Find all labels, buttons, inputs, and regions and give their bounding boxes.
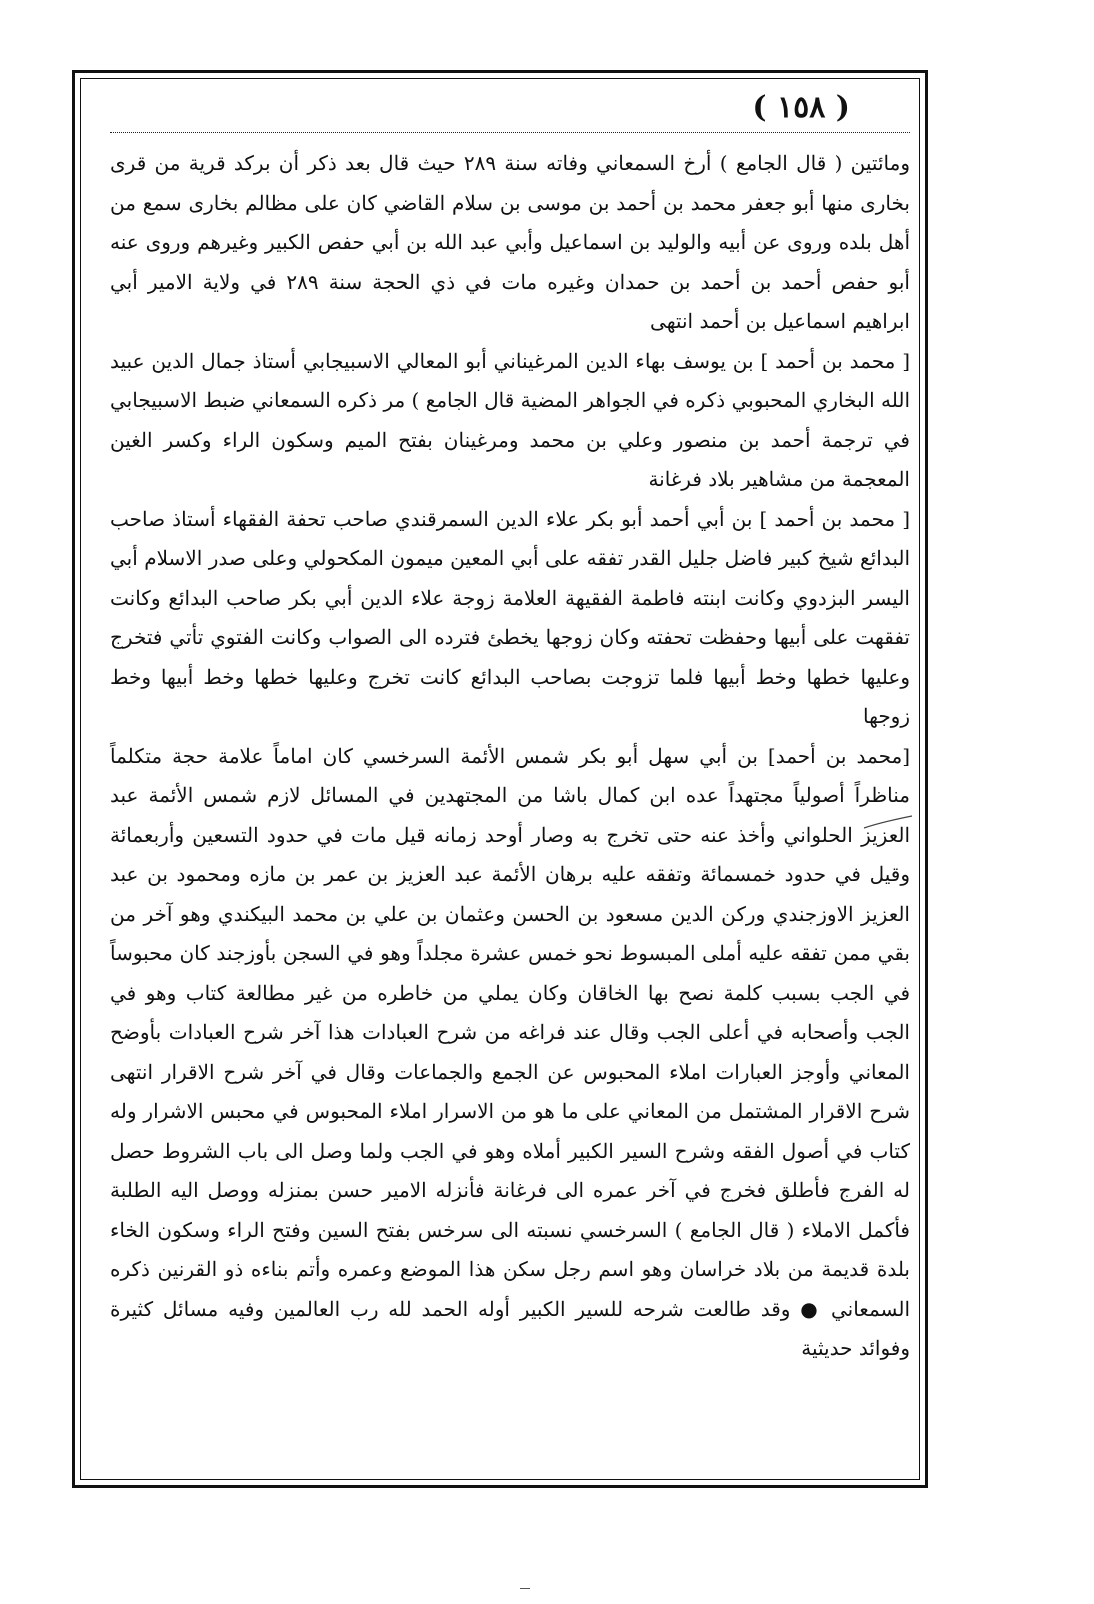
page-content bbox=[110, 86, 910, 1466]
margin-pencil-mark bbox=[862, 812, 914, 834]
paragraph-entry-alaa-al-din: [ محمد بن أحمد ] بن أبي أحمد أبو بكر علاء الدين السمرقندي صاحب تحفة الفقهاء أستاذ صاحب البدائع شيخ كبير فاضل جليل القدر تفقه على أبي المعين ميمون المكحولي وعلى صدر الاسلام أبي اليسر البزدوي وكانت ابنته فاطمة الفقيهة العلامة زوجة علاء الدين أبي بكر صاحب البدائع وكانت تفقهت على أبيها وحفظت تحفته وكان زوجها يخطئ فترده الى الصواب وكانت الفتوي تأتي فتخرج وعليها خطها وخط أبيها فلما تزوجت بصاحب البدائع كانت تخرج وعليها خطها وخط أبيها وخط زوجها bbox=[110, 506, 910, 728]
header-dotted-rule bbox=[110, 132, 910, 133]
paragraph-entry-bahaa-al-din: [ محمد بن أحمد ] بن يوسف بهاء الدين المرغيناني أبو المعالي الاسبيجابي أستاذ جمال الدين عبيد الله البخاري المحبوبي ذكره في الجواهر المضية قال الجامع ) مر ذكره السمعاني ضبط الاسبيجابي في ترجمة أحمد بن منصور وعلي بن محمد ومرغينان بفتح الميم وسكون الراء وكسر الغين المعجمة من مشاهير بلاد فرغانة bbox=[110, 348, 910, 491]
body-text bbox=[110, 144, 910, 1369]
bottom-mark bbox=[520, 1588, 530, 1593]
paragraph-continuation: ومائتين ( قال الجامع ) أرخ السمعاني وفاته سنة ٢٨٩ حيث قال بعد ذكر أن بركد قرية من قرى بخارى منها أبو جعفر محمد بن أحمد بن موسى بن سلام القاضي كان على مظالم بخارى سمع من أهل بلده وروى عن أبيه والوليد بن اسماعيل وأبي عبد الله بن أبي حفص الكبير وغيرهم وروى عنه أبو حفص أحمد بن أحمد بن حمدان وغيره مات في ذي الحجة سنة ٢٨٩ في ولاية الامير أبي ابراهيم اسماعيل بن أحمد انتهى bbox=[110, 151, 910, 333]
page-number: ( ١٥٨ ) bbox=[752, 90, 850, 125]
paragraph-entry-shams-al-aimma: [محمد بن أحمد] بن أبي سهل أبو بكر شمس الأئمة السرخسي كان اماماً علامة حجة متكلماً مناظراً أصولياً مجتهداً عده ابن كمال باشا من المجتهدين في المسائل لازم شمس الأئمة عبد العزيز الحلواني وأخذ عنه حتى تخرج به وصار أوحد زمانه قيل مات في حدود التسعين وأربعمائة وقيل في حدود خمسمائة وتفقه عليه برهان الأئمة عبد العزيز بن عمر بن مازه ومحمود بن عبد العزيز الاوزجندي وركن الدين مسعود بن الحسن وعثمان بن علي بن محمد البيكندي وهو آخر من بقي ممن تفقه عليه أملى المبسوط نحو خمس عشرة مجلداً وهو في السجن بأوزجند كان محبوساً في الجب بسبب كلمة نصح بها الخاقان وكان يملي من خاطره من غير مطالعة كتاب وهو في الجب وأصحابه في أعلى الجب وقال عند فراغه من شرح العبادات هذا آخر شرح العبادات بأوضح المعاني وأوجز العبارات املاء المحبوس عن الجمع والجماعات وقال في آخر شرح الاقرار انتهى شرح الاقرار المشتمل من المعاني على ما هو من الاسرار املاء المحبوس في محبس الاشرار وله كتاب في أصول الفقه وشرح السير الكبير أملاه وهو في الجب ولما وصل الى باب الشروط حصل له الفرج فأطلق فخرج في آخر عمره الى فرغانة فأنزله الامير حسن بمنزله ووصل اليه الطلبة فأكمل الاملاء ( قال الجامع ) السرخسي نسبته الى سرخس بفتح السين وفتح الراء وسكون الخاء بلدة قديمة من بلاد خراسان وهو اسم رجل سكن هذا الموضع وعمره وأتم بناءه ذو القرنين ذكره السمعاني ● وقد طالعت شرحه للسير الكبير أوله الحمد لله رب العالمين وفيه مسائل كثيرة وفوائد حديثية bbox=[110, 743, 910, 1360]
